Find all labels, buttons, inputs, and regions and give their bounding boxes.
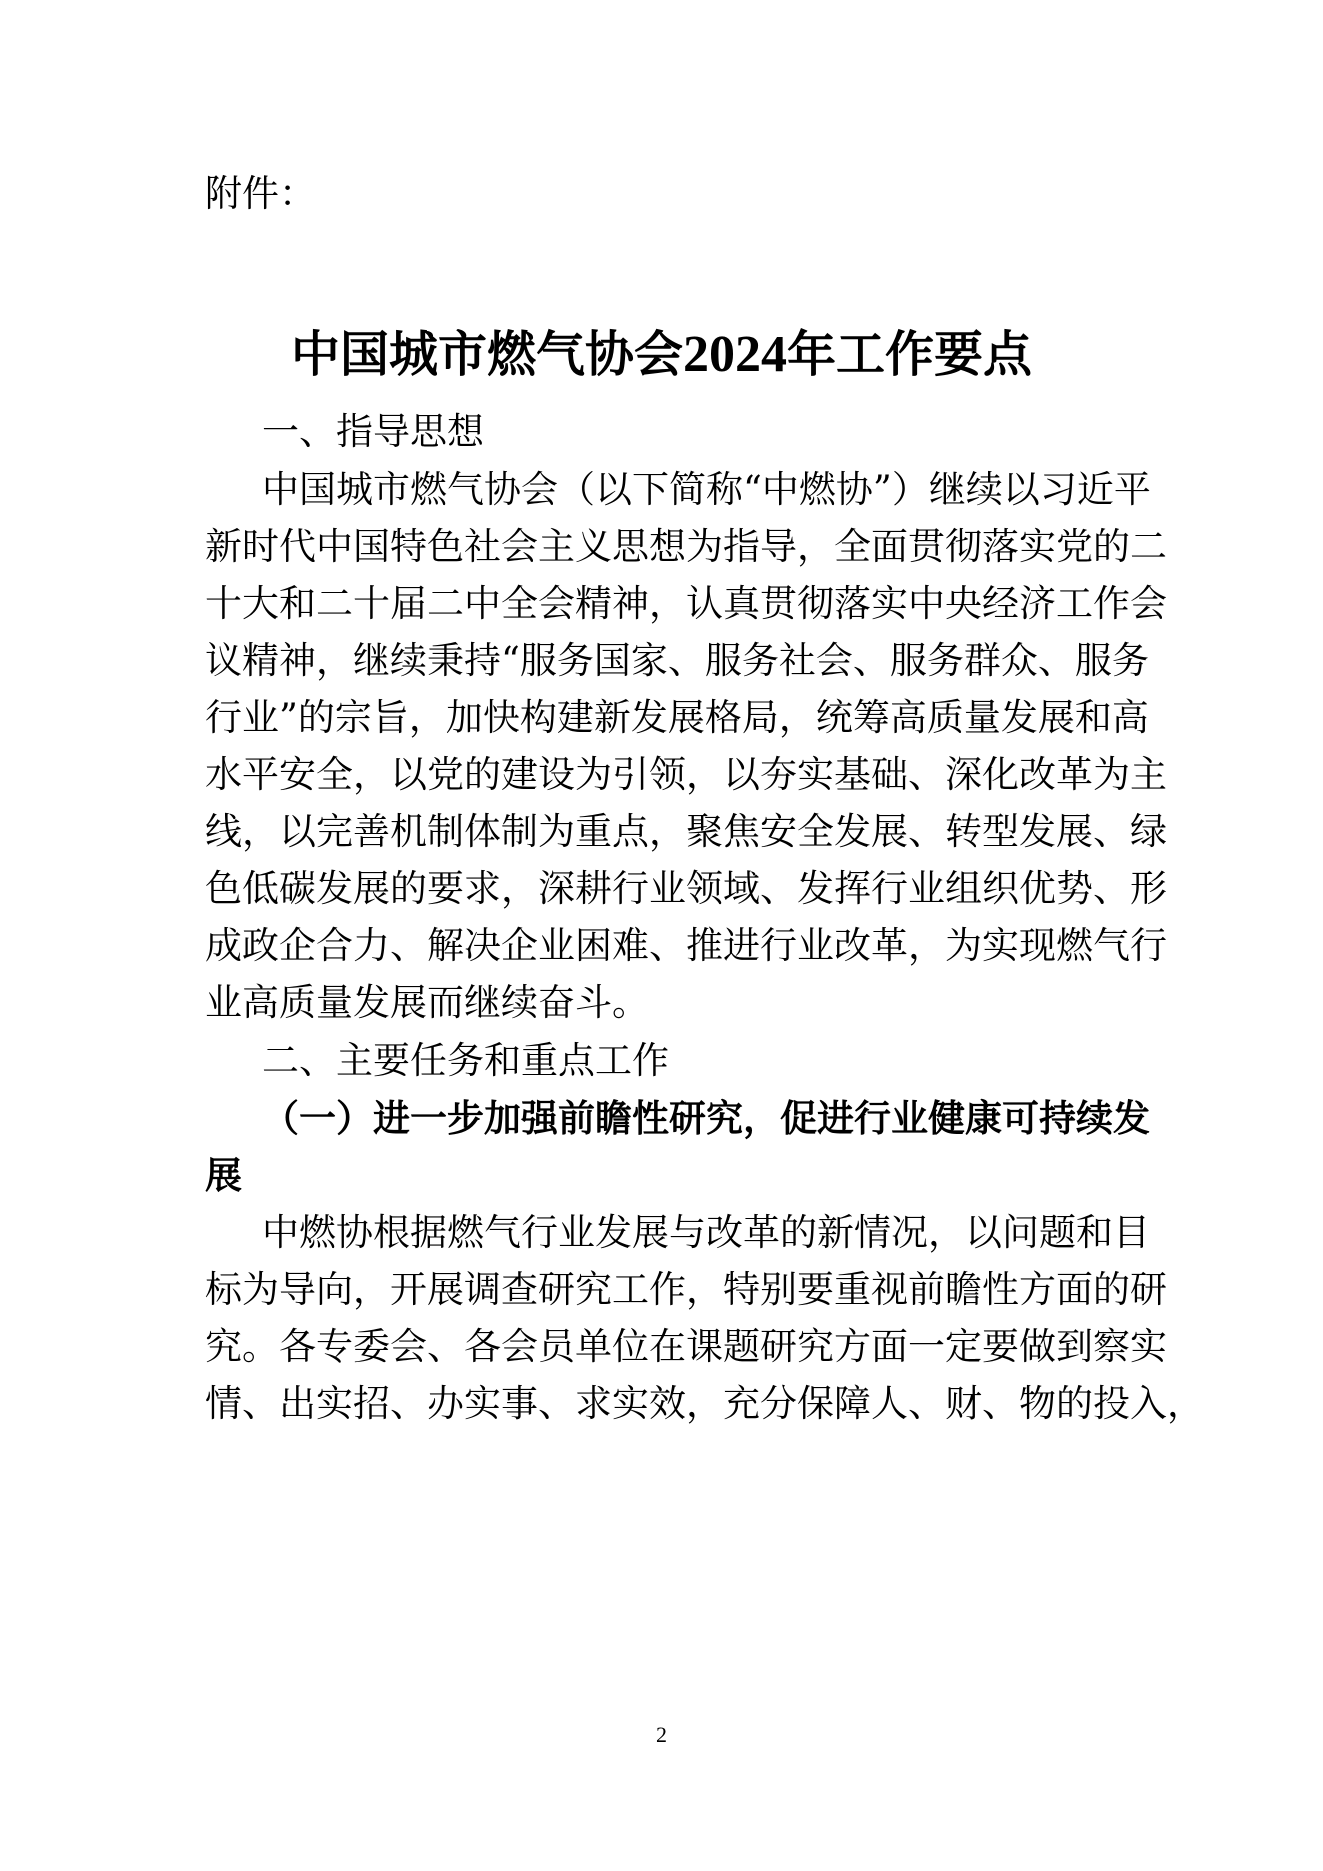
section2-paragraph-line: 情、出实招、办实事、求实效，充分保障人、财、物的投入， <box>205 1382 1204 1425</box>
subheading-line: 展 <box>205 1153 242 1197</box>
section1-paragraph-line: 水平安全，以党的建设为引领，以夯实基础、深化改革为主 <box>205 753 1167 796</box>
section2-heading: 二、主要任务和重点工作 <box>262 1039 669 1082</box>
section1-paragraph-line: 新时代中国特色社会主义思想为指导，全面贯彻落实党的二 <box>205 525 1167 568</box>
title-prefix: 中国城市燃气协会 <box>290 325 683 383</box>
title-suffix: 年工作要点 <box>787 325 1033 383</box>
section2-paragraph-line: 究。各专委会、各会员单位在课题研究方面一定要做到察实 <box>205 1325 1167 1368</box>
section1-paragraph-line: 色低碳发展的要求，深耕行业领域、发挥行业组织优势、形 <box>205 867 1167 910</box>
attachment-label: 附件： <box>205 172 316 215</box>
subheading-line: （一）进一步加强前瞻性研究，促进行业健康可持续发 <box>262 1096 1150 1140</box>
section1-paragraph-line: 十大和二十届二中全会精神，认真贯彻落实中央经济工作会 <box>205 582 1167 625</box>
section1-paragraph-line: 议精神，继续秉持“服务国家、服务社会、服务群众、服务 <box>205 639 1149 682</box>
document-title <box>0 322 1323 387</box>
title-year: 2024 <box>683 326 787 383</box>
page-number: 2 <box>656 1722 667 1747</box>
section1-paragraph-line: 行业”的宗旨，加快构建新发展格局，统筹高质量发展和高 <box>205 696 1149 739</box>
section1-paragraph-line: 中国城市燃气协会（以下简称“中燃协”）继续以习近平 <box>262 468 1151 511</box>
section1-paragraph-line: 线，以完善机制体制为重点，聚焦安全发展、转型发展、绿 <box>205 810 1167 853</box>
section1-heading: 一、指导思想 <box>262 410 484 453</box>
section2-paragraph-line: 标为导向，开展调查研究工作，特别要重视前瞻性方面的研 <box>205 1268 1167 1311</box>
section1-paragraph-line: 成政企合力、解决企业困难、推进行业改革，为实现燃气行 <box>205 924 1167 967</box>
section2-paragraph-line: 中燃协根据燃气行业发展与改革的新情况，以问题和目 <box>262 1211 1150 1254</box>
section1-paragraph-line: 业高质量发展而继续奋斗。 <box>205 981 649 1024</box>
